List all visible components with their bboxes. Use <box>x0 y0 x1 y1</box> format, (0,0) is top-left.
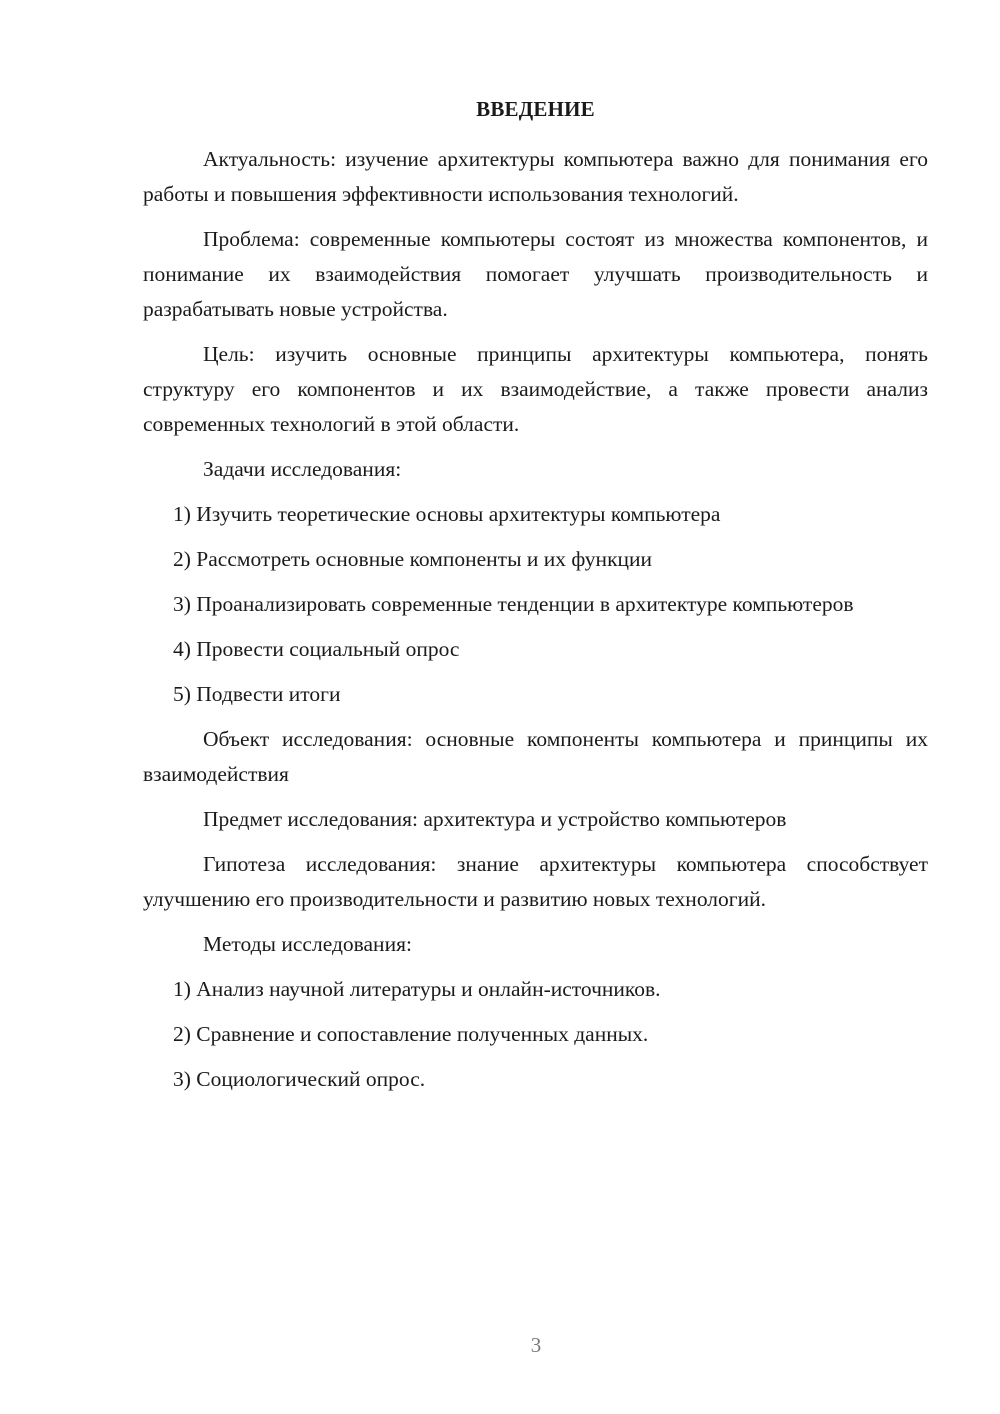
document-page <box>143 94 928 1107</box>
subject-paragraph: Предмет исследования: архитектура и устройство компьютеров <box>203 807 787 831</box>
hypothesis-paragraph: Гипотеза исследования: знание архитектуры компьютера способствует улучшению его производительности и развитию новых технологий. <box>143 852 928 911</box>
task-item: 5) Подвести итоги <box>173 682 341 706</box>
methods-heading: Методы исследования: <box>203 932 412 956</box>
page-number: 3 <box>530 1333 542 1357</box>
task-item: 2) Рассмотреть основные компоненты и их функции <box>173 547 653 571</box>
task-item: 4) Провести социальный опрос <box>173 637 460 661</box>
page-title: ВВЕДЕНИЕ <box>476 97 595 121</box>
object-paragraph: Объект исследования: основные компоненты компьютера и принципы их взаимодействия <box>143 727 928 786</box>
tasks-heading: Задачи исследования: <box>203 457 402 481</box>
method-item: 2) Сравнение и сопоставление полученных данных. <box>173 1022 649 1046</box>
method-item: 3) Социологический опрос. <box>173 1067 426 1091</box>
goal-paragraph: Цель: изучить основные принципы архитектуры компьютера, понять структуру его компонентов и их взаимодействие, а также провести анализ современных технологий в этой области. <box>143 342 928 436</box>
actuality-paragraph: Актуальность: изучение архитектуры компьютера важно для понимания его работы и повышения эффективности использования технологий. <box>143 147 928 206</box>
task-item: 1) Изучить теоретические основы архитектуры компьютера <box>173 502 721 526</box>
problem-paragraph: Проблема: современные компьютеры состоят из множества компонентов, и понимание их взаимодействия помогает улучшать производительность и разрабатывать новые устройства. <box>143 227 928 321</box>
task-item: 3) Проанализировать современные тенденции в архитектуре компьютеров <box>173 592 854 616</box>
method-item: 1) Анализ научной литературы и онлайн-источников. <box>173 977 661 1001</box>
